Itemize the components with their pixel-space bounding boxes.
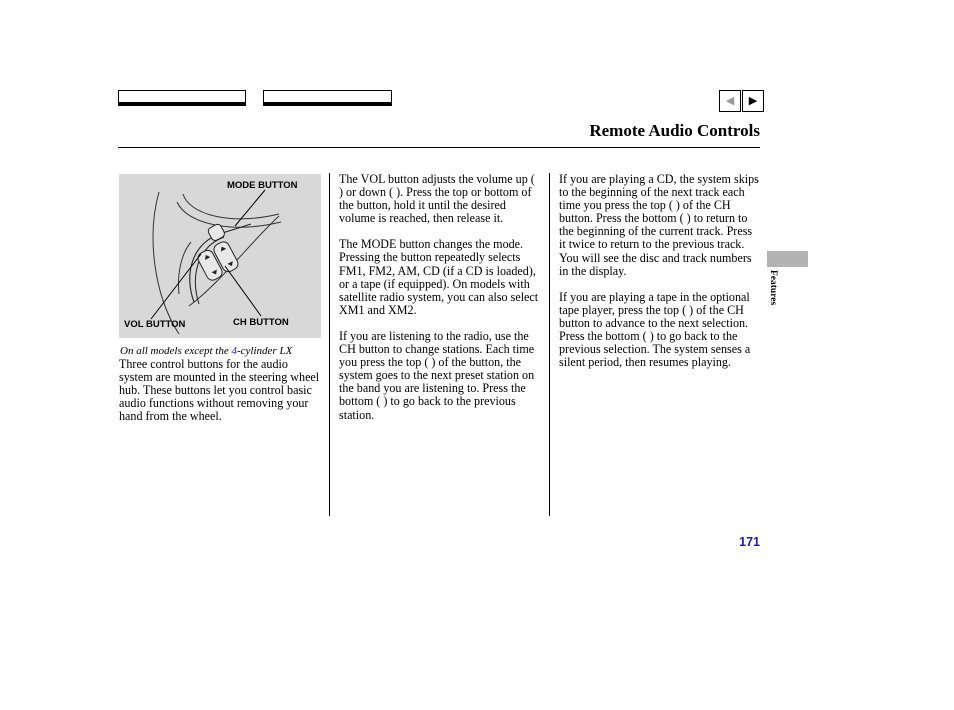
vol-button-label: VOL BUTTON: [124, 319, 186, 330]
caption-suffix: -cylinder LX: [237, 345, 293, 357]
paragraph: Three control buttons for the audio system are mounted in the steering wheel hub. These buttons let you control basic audio functions without removing your hand from the wheel.: [119, 357, 320, 424]
paragraph: If you are playing a tape in the optional tape player, press the top ( ) of the CH button to advance to the next selection. Press the bottom ( ) to go back to the previous selection. The system senses a silent period, then resumes playing.: [559, 289, 751, 370]
paragraph: The VOL button adjusts the volume up ( ) or down ( ). Press the top or bottom of the button, hold it until the desired volume is reached, then release it.: [339, 172, 535, 226]
caption-prefix: On all models except the: [120, 345, 232, 357]
ch-button-label: CH BUTTON: [233, 317, 289, 328]
mode-button-label: MODE BUTTON: [227, 180, 298, 191]
title-divider: [118, 147, 760, 148]
steering-wheel-drawing: [119, 174, 321, 338]
previous-page-icon[interactable]: ◀: [719, 90, 741, 112]
nav-link-contents[interactable]: [118, 90, 246, 106]
paragraph: The MODE button changes the mode. Pressing the button repeatedly selects FM1, FM2, AM, CD (if a CD is loaded), or a tape (if equipped). On models with satellite radio system, you can also select XM1 and XM2.: [339, 237, 539, 317]
section-label-text: Features: [768, 270, 778, 306]
column-1-text: [119, 358, 321, 436]
section-label: [766, 270, 778, 320]
paragraph: If you are playing a CD, the system skips to the beginning of the next track each time you press the top ( ) of the CH button. Press the bottom ( ) to return to the beginning of the current track. Press it twice to return to the previous track. You will see the disc and track numbers in the display.: [559, 172, 759, 278]
figure-caption: [120, 345, 292, 357]
steering-wheel-illustration: [119, 174, 321, 338]
caption-link[interactable]: 4: [231, 345, 237, 357]
paragraph: If you are listening to the radio, use the CH button to change stations. Each time you press the top ( ) of the button, the system goes to the next preset station on the band you are listening to. Press the bottom ( ) to go back to the previous station.: [339, 328, 535, 422]
column-3-text: [559, 173, 761, 382]
page-number: 171: [739, 535, 760, 549]
nav-link-index[interactable]: [263, 90, 392, 106]
column-divider-2: [549, 173, 550, 516]
page-title: Remote Audio Controls: [589, 121, 760, 140]
column-2-text: [339, 173, 539, 435]
column-divider-1: [329, 173, 330, 516]
next-page-icon[interactable]: ▶: [742, 90, 764, 112]
section-tab: [767, 251, 808, 267]
